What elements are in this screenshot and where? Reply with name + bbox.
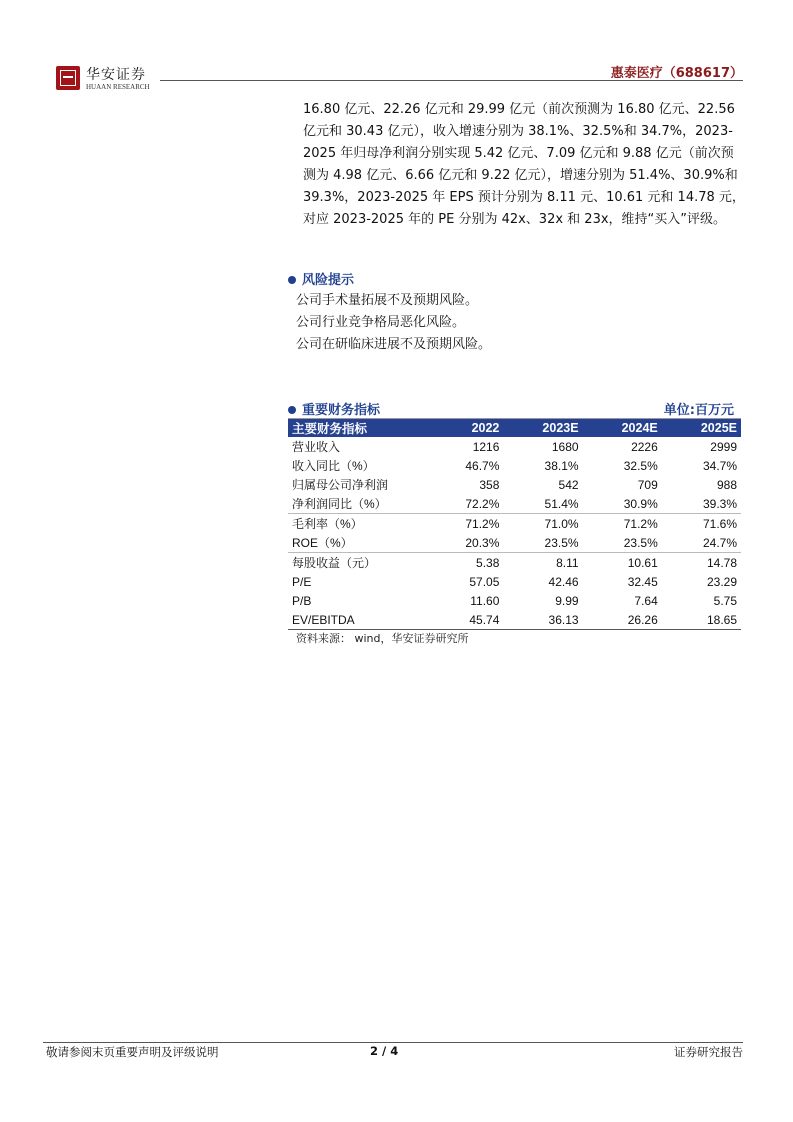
metric-value-cell: 11.60: [470, 593, 500, 608]
metric-value-cell: 709: [637, 477, 658, 492]
metric-value-cell: 18.65: [662, 610, 741, 630]
metric-name-cell: 毛利率（%）: [288, 514, 428, 534]
table-row: [288, 437, 741, 456]
metric-value-cell: 51.4%: [544, 496, 579, 511]
metric-value-cell: 71.2%: [583, 514, 662, 534]
column-header: 2024E: [583, 419, 662, 437]
metric-name-cell: 收入同比（%）: [292, 459, 375, 473]
metric-value-cell: 1216: [472, 439, 500, 454]
metric-name-cell: 每股收益（元）: [288, 553, 428, 573]
data-source-note: 资料来源： wind，华安证券研究所: [296, 632, 469, 645]
metric-value-cell: 36.13: [503, 610, 582, 630]
seal-logo-icon: [56, 66, 80, 90]
column-header: 2022: [428, 419, 503, 437]
metric-value-cell: 10.61: [583, 553, 662, 573]
metric-value-cell: 8.11: [503, 553, 582, 573]
table-row: [288, 456, 741, 475]
forecast-paragraph: 16.80 亿元、22.26 亿元和 29.99 亿元（前次预测为 16.80 亿元、22.56 亿元和 30.43 亿元），收入增速分别为 38.1%、32.5%和 34.7%，2023-2025 年归母净利润分别实现 5.42 亿元、7.09 亿元和 9.88 亿元（前次预测为 4.98 亿元、6.66 亿元和 9.22 亿元），增速分别为 51.4%、30.9%和 39.3%，2023-2025 年 EPS 预计分别为 8.11 元、10.61 元和 14.78 元，对应 2023-2025 年的 PE 分别为 42x、32x 和 23x，维持“买入”评级。: [303, 102, 745, 227]
metric-name-cell: 归属母公司净利润: [292, 478, 389, 492]
risk-item: 公司手术量拓展不及预期风险。: [296, 293, 479, 308]
metric-value-cell: 45.74: [428, 610, 503, 630]
table-row: [288, 610, 741, 630]
table-row: [288, 572, 741, 591]
table-row: [288, 514, 741, 534]
metric-value-cell: 38.1%: [544, 458, 579, 473]
metric-value-cell: 14.78: [662, 553, 741, 573]
footer-disclaimer: 敬请参阅末页重要声明及评级说明: [46, 1045, 219, 1059]
metric-value-cell: 32.45: [627, 574, 658, 589]
metric-value-cell: 23.5%: [544, 535, 579, 550]
metric-value-cell: 71.2%: [428, 514, 503, 534]
risk-item: 公司行业竞争格局恶化风险。: [296, 315, 466, 330]
metric-value-cell: 71.6%: [662, 514, 741, 534]
logo-english-name: HUAAN RESEARCH: [86, 83, 150, 91]
metric-value-cell: 57.05: [469, 574, 500, 589]
bullet-dot-icon: [288, 276, 296, 284]
financial-metrics-table: [288, 419, 741, 630]
metric-value-cell: 23.29: [706, 574, 737, 589]
metric-name-cell: P/E: [292, 574, 312, 589]
risk-title-text: 风险提示: [302, 273, 355, 288]
metric-value-cell: 542: [558, 477, 579, 492]
metric-value-cell: 988: [716, 477, 737, 492]
page-number: 2 / 4: [370, 1044, 399, 1058]
table-header-row: [288, 419, 741, 437]
metric-value-cell: 2226: [631, 439, 658, 454]
metric-value-cell: 5.75: [713, 593, 737, 608]
metric-value-cell: 46.7%: [465, 458, 500, 473]
metric-value-cell: 72.2%: [465, 496, 500, 511]
company-ticker: 惠泰医疗（688617）: [610, 66, 743, 81]
table-row: [288, 553, 741, 573]
table-row: [288, 533, 741, 553]
risk-item: 公司在研临床进展不及预期风险。: [296, 337, 492, 352]
bullet-dot-icon: [288, 406, 296, 414]
table-row: [288, 494, 741, 514]
metric-value-cell: 30.9%: [623, 496, 658, 511]
column-header: 2025E: [662, 419, 741, 437]
metric-value-cell: 39.3%: [702, 496, 737, 511]
footer-divider: [43, 1042, 743, 1043]
metric-value-cell: 32.5%: [623, 458, 658, 473]
metric-value-cell: 71.0%: [503, 514, 582, 534]
metric-value-cell: 358: [479, 477, 500, 492]
metric-name-cell: EV/EBITDA: [288, 610, 428, 630]
financials-title-text: 重要财务指标: [302, 403, 381, 418]
metric-value-cell: 26.26: [583, 610, 662, 630]
footer-report-type: 证券研究报告: [674, 1045, 743, 1059]
column-header: 2023E: [503, 419, 582, 437]
metric-value-cell: 24.7%: [702, 535, 737, 550]
risk-section-title: [288, 269, 354, 288]
table-row: [288, 591, 741, 610]
metric-value-cell: 23.5%: [623, 535, 658, 550]
logo-chinese-name: 华安证券: [86, 67, 146, 83]
metric-value-cell: 34.7%: [702, 458, 737, 473]
metric-name-cell: 净利润同比（%）: [292, 497, 387, 511]
metric-name-cell: P/B: [292, 593, 312, 608]
metric-value-cell: 42.46: [548, 574, 579, 589]
metric-value-cell: 1680: [551, 439, 579, 454]
risk-list: [296, 290, 736, 356]
financials-section-title: [288, 399, 380, 418]
table-row: [288, 475, 741, 494]
brand-logo: [56, 66, 156, 96]
unit-label: 单位:百万元: [663, 403, 734, 418]
metric-value-cell: 7.64: [634, 593, 658, 608]
metric-name-cell: 营业收入: [292, 440, 341, 454]
metric-value-cell: 9.99: [555, 593, 579, 608]
metric-name-cell: ROE（%）: [292, 536, 353, 550]
metric-value-cell: 5.38: [428, 553, 503, 573]
column-header: 主要财务指标: [288, 419, 428, 437]
metric-value-cell: 2999: [710, 439, 737, 454]
metric-value-cell: 20.3%: [465, 535, 500, 550]
